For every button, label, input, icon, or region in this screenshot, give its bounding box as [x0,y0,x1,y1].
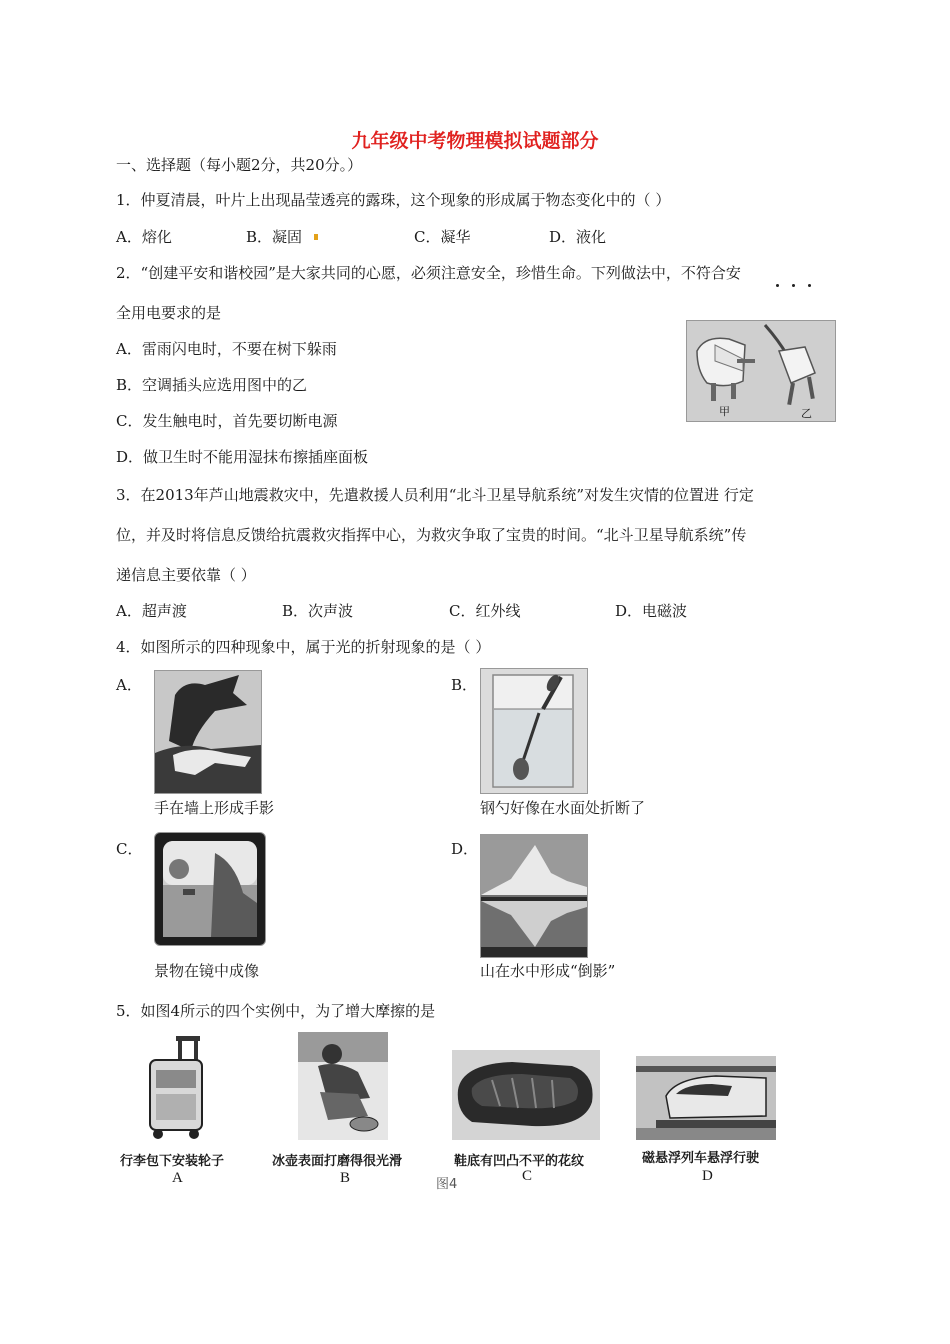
car-mirror-photo [154,832,266,946]
q4-caption-a: 手在墙上形成手影 [154,799,275,817]
question-5-text: 5．如图4所示的四个实例中，为了增大摩擦的是 [116,1002,436,1020]
mountain-reflection-photo [480,834,588,958]
emphasis-dot [792,284,795,287]
curling-photo [298,1032,388,1140]
q1-option-a: A．熔化 [116,228,172,246]
q5-caption-d: 磁悬浮列车悬浮行驶 [642,1151,760,1166]
q5-caption-a: 行李包下安装轮子 [120,1154,225,1169]
emphasis-dot [776,284,779,287]
shoe-sole-photo [452,1050,600,1140]
page-title: 九年级中考物理模拟试题部分 [351,130,599,152]
luggage-photo [142,1036,210,1140]
q5-letter-d: D [702,1168,713,1184]
question-3-text-line1: 3．在2013年芦山地震救灾中，先遣救援人员利用“北斗卫星导航系统”对发生灾情的位置进 行定 [116,486,754,504]
q4-letter-c: C． [116,840,143,858]
q4-letter-a: A． [116,676,142,694]
q2-option-d: D．做卫生时不能用湿抹布擦插座面板 [116,448,369,466]
q3-option-a: A．超声渡 [116,602,187,620]
question-1-text: 1．仲夏清晨，叶片上出现晶莹透亮的露珠，这个现象的形成属于物态变化中的（ ） [116,191,671,209]
q4-caption-d: 山在水中形成“倒影” [480,962,616,980]
question-2-text-line1: 2．“创建平安和谐校园”是大家共同的心愿，必须注意安全，珍惜生命。下列做法中，不符合安 [116,264,741,282]
plug-label-jia: 甲 [719,405,730,418]
maglev-train-photo [636,1056,776,1140]
q3-option-d: D．电磁波 [615,602,688,620]
q4-caption-c: 景物在镜中成像 [154,962,260,980]
q2-option-c: C．发生触电时，首先要切断电源 [116,412,338,430]
q2-option-b: B．空调插头应选用图中的乙 [116,376,308,394]
hand-shadow-photo [154,670,262,794]
question-4-text: 4．如图所示的四种现象中，属于光的折射现象的是（ ） [116,638,491,656]
plug-figure [686,320,836,422]
q3-option-c: C．红外线 [449,602,521,620]
figure-label: 图4 [436,1177,458,1192]
q5-caption-c: 鞋底有凹凸不平的花纹 [454,1154,585,1169]
q5-letter-b: B [340,1170,351,1186]
q4-letter-d: D． [451,840,479,858]
question-2-text-line2: 全用电要求的是 [116,304,222,322]
plug-illustration [687,321,835,421]
section-heading: 一、选择题（每小题2分，共20分。） [116,156,363,174]
plug-label-yi: 乙 [801,407,812,420]
q4-caption-b: 钢勺好像在水面处折断了 [480,799,646,817]
q1-option-c: C．凝华 [414,228,471,246]
emphasis-dot [808,284,811,287]
q3-option-b: B．次声波 [282,602,354,620]
q5-letter-c: C [522,1168,533,1184]
stray-mark [314,234,318,240]
q4-letter-b: B． [451,676,478,694]
question-3-text-line3: 递信息主要依靠（ ） [116,566,256,584]
spoon-glass-photo [480,668,588,794]
q1-option-b: B．凝固 [246,228,303,246]
question-3-text-line2: 位，并及时将信息反馈给抗震救灾指挥中心，为救灾争取了宝贵的时间。“北斗卫星导航系统”传 [116,526,747,544]
q1-option-d: D．液化 [549,228,607,246]
q2-option-a: A．雷雨闪电时，不要在树下躲雨 [116,340,337,358]
q5-letter-a: A [172,1170,183,1186]
q5-caption-b: 冰壶表面打磨得很光滑 [272,1154,403,1169]
